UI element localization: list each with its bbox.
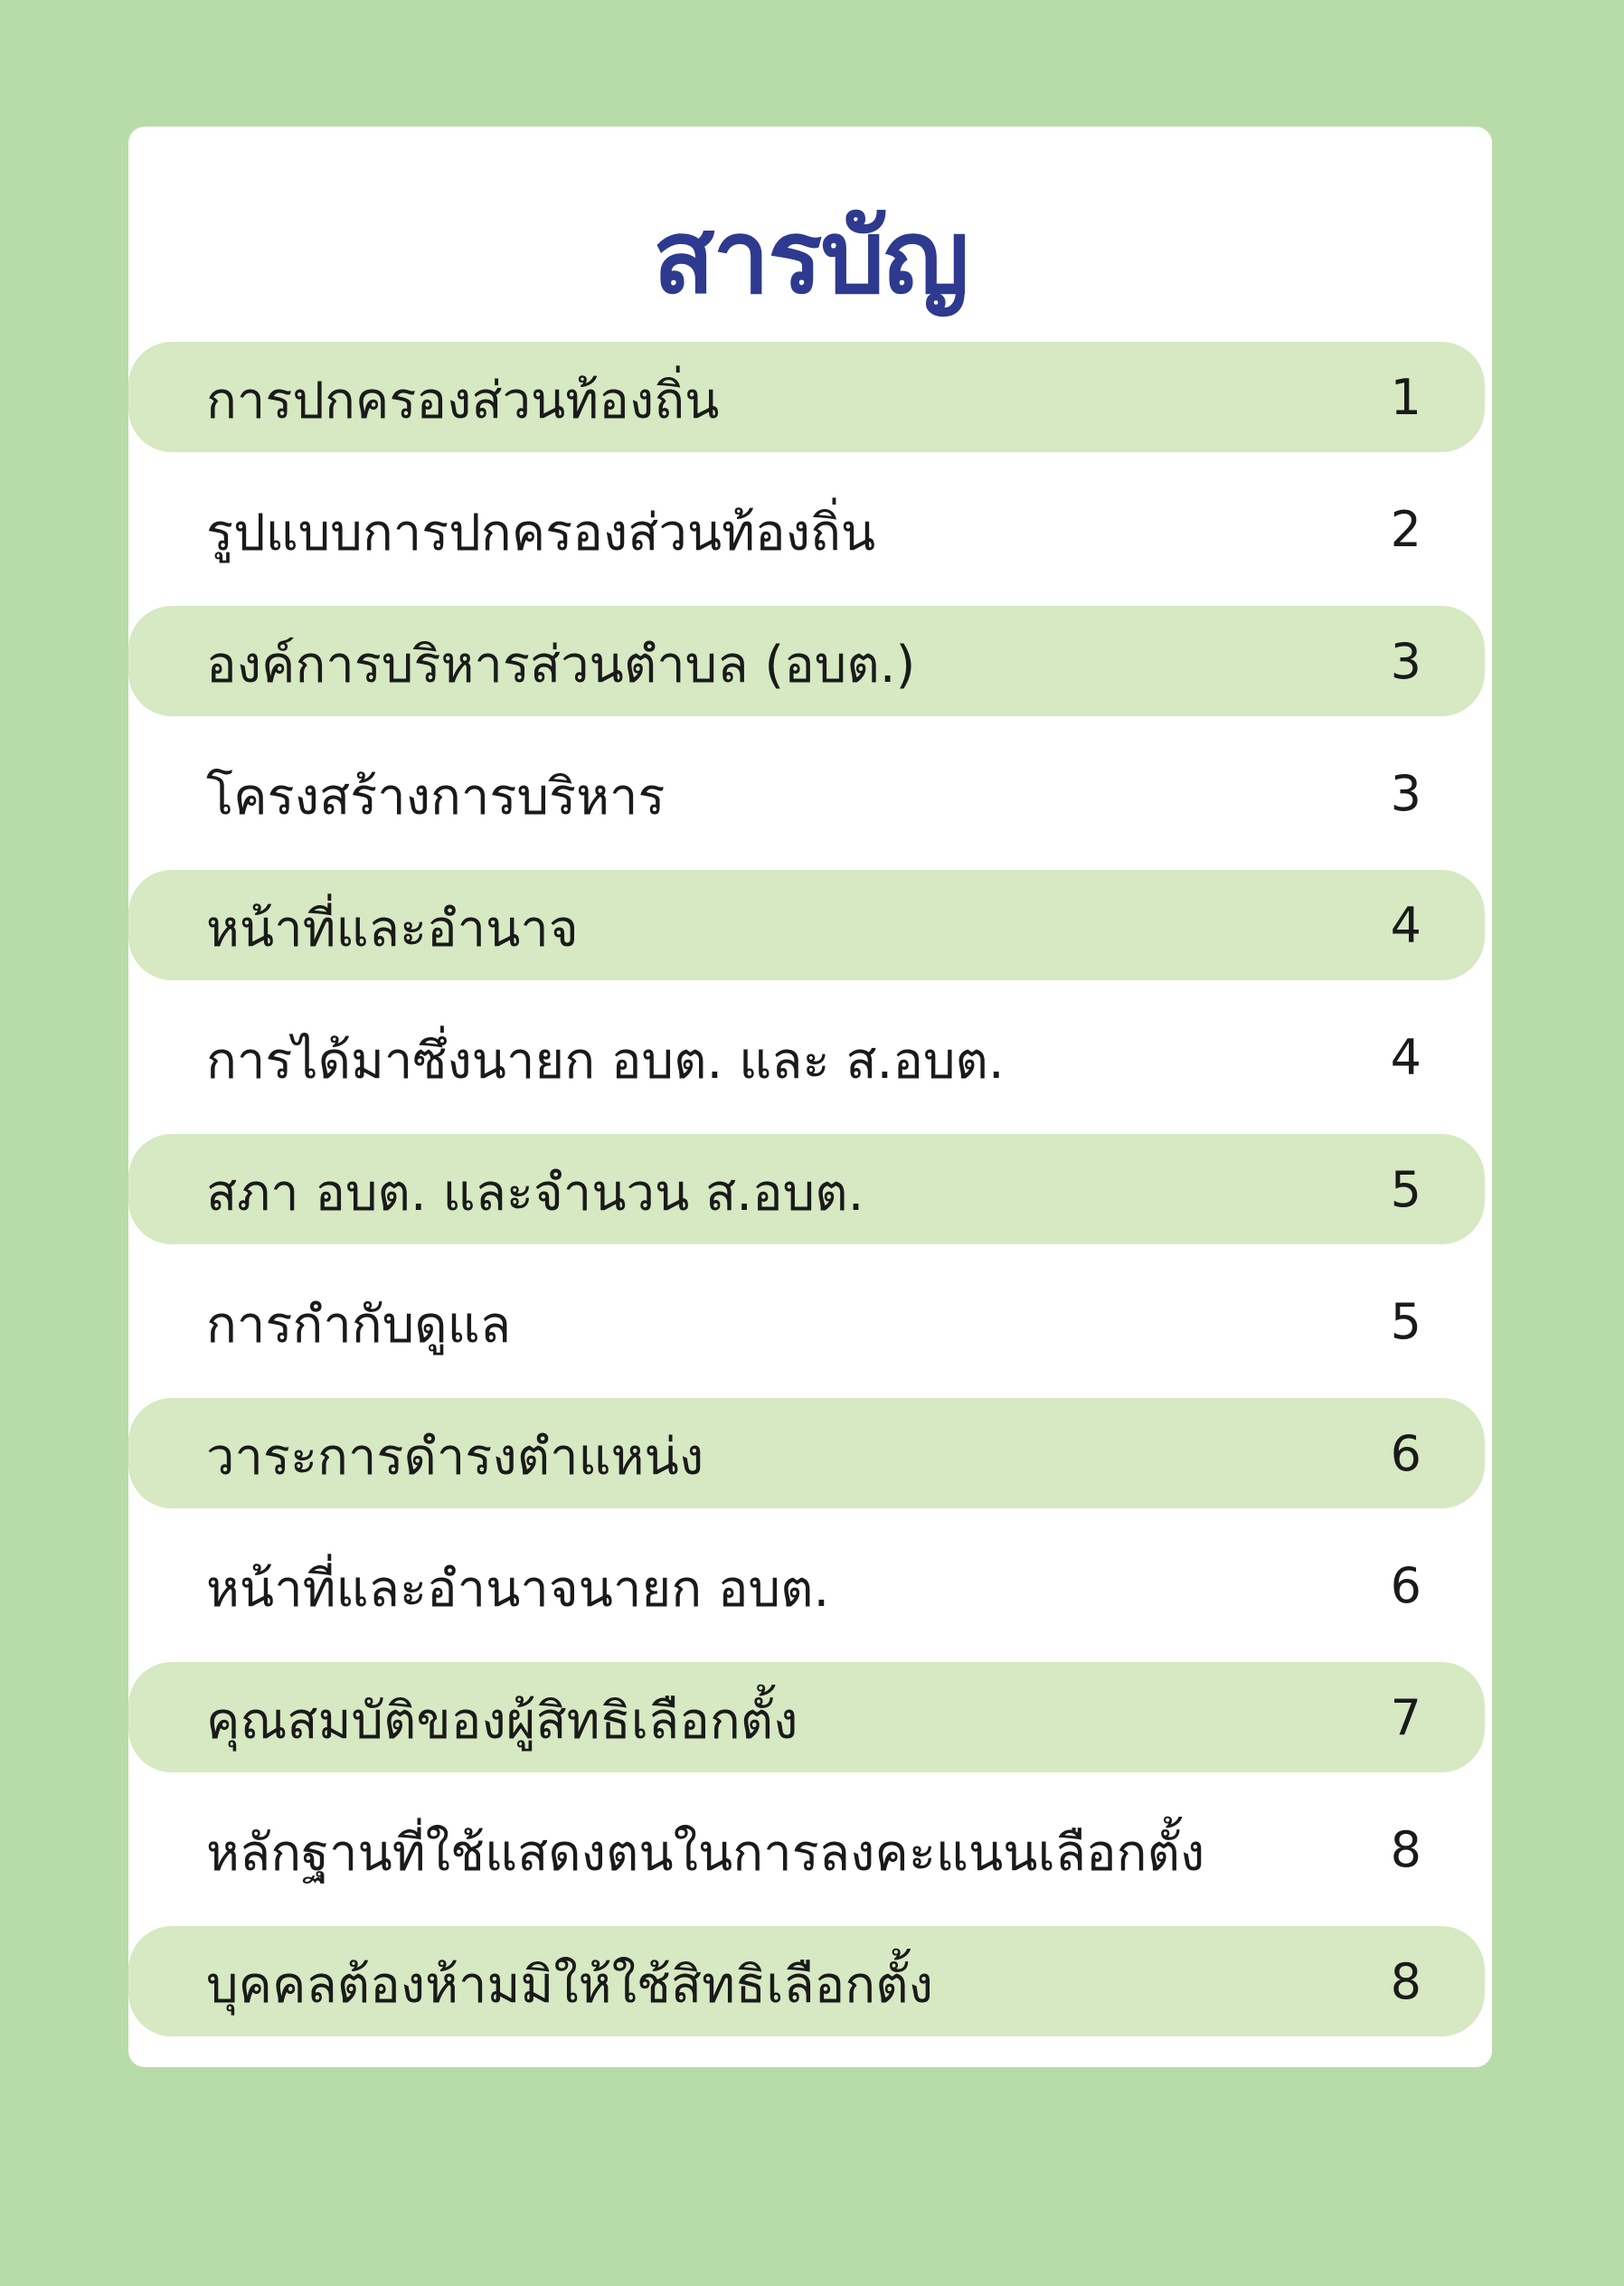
toc-item-label: องค์การบริหารส่วนตำบล (อบต.) <box>206 636 916 694</box>
toc-row[interactable] <box>128 474 1485 584</box>
toc-item-page: 2 <box>1390 501 1421 558</box>
toc-item-label: การได้มาซึ่งนายก อบต. และ ส.อบต. <box>206 1032 1005 1091</box>
toc-item-label: หลักฐานที่ใช้แสดงตนในการลงคะแนนเลือกตั้ง <box>206 1824 1205 1883</box>
toc-row[interactable] <box>128 606 1485 716</box>
toc-item-label: บุคคลต้องห้ามมิให้ใช้สิทธิเลือกตั้ง <box>206 1956 933 2015</box>
toc-item-label: การกำกับดูแล <box>206 1296 512 1355</box>
toc-item-label: สภา อบต. และจำนวน ส.อบต. <box>206 1164 864 1223</box>
toc-item-page: 8 <box>1390 1821 1421 1878</box>
toc-row[interactable] <box>128 1002 1485 1112</box>
toc-card <box>128 127 1492 2067</box>
page-title: สารบัญ <box>653 199 968 316</box>
table-of-contents <box>128 342 1485 2058</box>
toc-row[interactable] <box>128 1266 1485 1376</box>
toc-item-page: 8 <box>1390 1953 1421 2010</box>
toc-item-label: รูปแบบการปกครองส่วนท้องถิ่น <box>206 504 876 562</box>
toc-row[interactable] <box>128 342 1485 452</box>
toc-item-label: หน้าที่และอำนาจ <box>206 900 579 959</box>
toc-item-label: คุณสมบัติของผู้สิทธิเลือกตั้ง <box>206 1692 798 1751</box>
toc-item-page: 6 <box>1390 1425 1421 1482</box>
toc-item-page: 6 <box>1390 1557 1421 1614</box>
toc-item-label: โครงสร้างการบริหาร <box>206 768 666 827</box>
toc-item-page: 3 <box>1390 633 1421 690</box>
toc-row[interactable] <box>128 1926 1485 2036</box>
toc-item-page: 4 <box>1390 897 1421 954</box>
toc-row[interactable] <box>128 1662 1485 1772</box>
toc-row[interactable] <box>128 1530 1485 1640</box>
toc-row[interactable] <box>128 1134 1485 1244</box>
toc-item-label: การปกครองส่วนท้องถิ่น <box>206 372 720 430</box>
toc-item-label: วาระการดำรงตำแหน่ง <box>206 1428 704 1487</box>
toc-item-label: หน้าที่และอำนาจนายก อบต. <box>206 1560 830 1619</box>
toc-item-page: 1 <box>1390 369 1421 426</box>
toc-item-page: 7 <box>1390 1689 1421 1746</box>
toc-row[interactable] <box>128 738 1485 848</box>
toc-item-page: 5 <box>1390 1293 1421 1350</box>
toc-row[interactable] <box>128 1398 1485 1508</box>
toc-item-page: 3 <box>1390 765 1421 822</box>
toc-item-page: 4 <box>1390 1029 1421 1086</box>
toc-item-page: 5 <box>1390 1161 1421 1218</box>
toc-row[interactable] <box>128 870 1485 980</box>
toc-row[interactable] <box>128 1794 1485 1904</box>
